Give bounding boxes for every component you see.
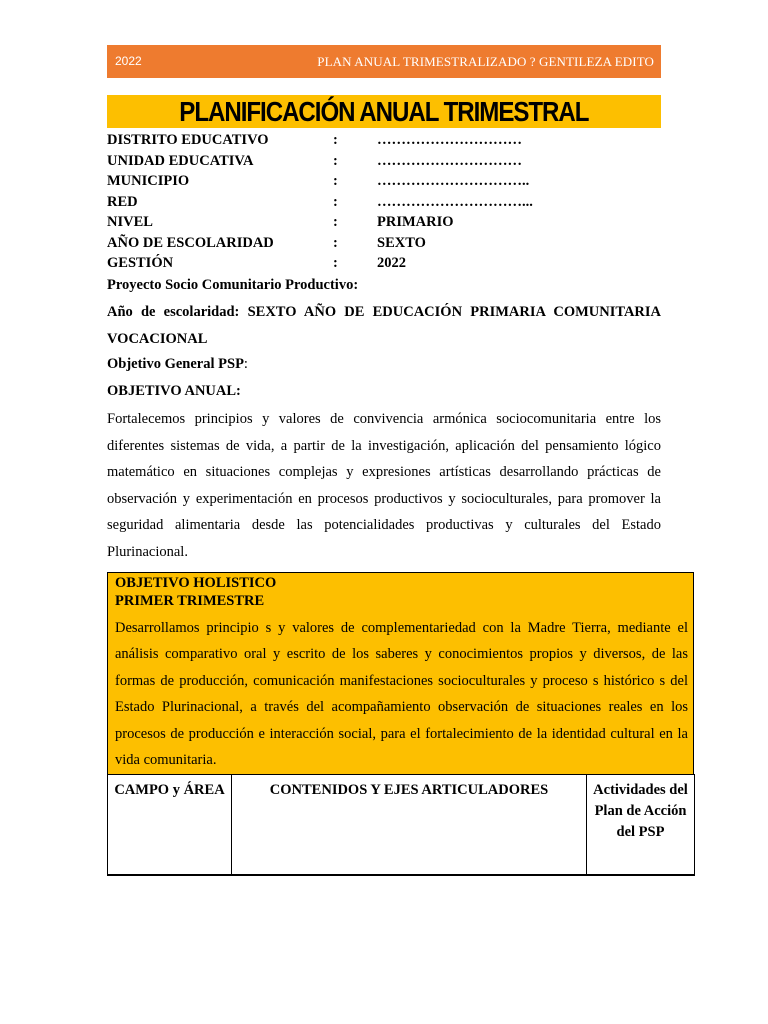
info-value: ………………………… (377, 132, 522, 148)
objetivo-anual-text: Fortalecemos principios y valores de convivencia armónica sociocomunitaria entre los diferentes sistemas de vida, a partir de la investigación, aplicación del pensamiento lógico matemático en situaciones complejas y expresiones artísticas desarrollando prácticas de observación y experimentación en procesos productivos y socioculturales, para promover la seguridad alimentaria desde las potencialidades productivas y culturales del Estado Plurinacional. (107, 411, 661, 560)
info-value: …………………………... (377, 193, 533, 210)
info-label: DISTRITO EDUCATIVO (107, 132, 269, 148)
info-colon: : (333, 152, 338, 169)
objetivo-anual-label: OBJETIVO ANUAL: (107, 383, 241, 399)
info-row-red (107, 194, 667, 215)
info-value: ………………………… (377, 152, 522, 169)
anio-label: Año de escolaridad: (107, 304, 240, 320)
info-section (107, 132, 667, 276)
info-colon: : (333, 173, 338, 189)
info-value: ………………………….. (377, 173, 530, 189)
info-colon: : (333, 193, 338, 210)
info-row-anio (107, 235, 667, 256)
header-title: PLAN ANUAL TRIMESTRALIZADO ? GENTILEZA EDITO (317, 54, 654, 69)
info-label: UNIDAD EDUCATIVA (107, 152, 254, 169)
holistico-heading: OBJETIVO HOLISTICO (115, 575, 277, 591)
objetivo-holistico-box (107, 572, 694, 774)
col-actividades: Actividades del Plan de Acción del PSP (587, 775, 695, 875)
info-row-unidad (107, 153, 667, 174)
holistico-headings (115, 574, 276, 610)
objetivo-general-psp (107, 351, 661, 378)
page-title: PLANIFICACIÓN ANUAL TRIMESTRAL (179, 96, 589, 127)
header-bar (107, 45, 661, 78)
holistico-text: Desarrollamos principio s y valores de complementariedad con la Madre Tierra, mediante el análisis comparativo oral y escrito de los saberes y conocimientos propios y diversos, de las formas de producción, comunicación manifestaciones socioculturales y proceso s histórico s del Estado Plurinacional, a través del acompañamiento observación de situaciones reales en los procesos de producción e interacción social, para el fortalecimiento de la identidad cultural en la vida comunitaria. (115, 620, 688, 769)
trimestre-heading: PRIMER TRIMESTRE (115, 593, 265, 609)
info-colon: : (333, 255, 338, 271)
info-row-nivel (107, 214, 667, 235)
info-colon: : (333, 132, 338, 148)
anio-escolaridad (107, 299, 661, 352)
table-header-row (108, 775, 695, 875)
objetivo-general-suffix: : (243, 356, 248, 372)
info-row-municipio (107, 173, 667, 194)
info-row-gestion (107, 255, 667, 276)
col-contenidos: CONTENIDOS Y EJES ARTICULADORES (232, 775, 587, 875)
info-value: SEXTO (377, 234, 426, 251)
info-colon: : (333, 214, 338, 230)
info-label: NIVEL (107, 214, 153, 230)
psp-label: Proyecto Socio Comunitario Productivo: (107, 277, 359, 293)
objetivo-general-label: Objetivo General PSP (107, 356, 244, 372)
info-label: GESTIÓN (107, 255, 174, 271)
info-value: PRIMARIO (377, 214, 454, 230)
info-value: 2022 (377, 255, 406, 271)
col-campo-area: CAMPO y ÁREA (108, 775, 232, 875)
title-banner (107, 95, 661, 128)
info-row-distrito (107, 132, 667, 153)
header-year: 2022 (115, 54, 142, 68)
info-label: RED (107, 193, 138, 210)
info-label: MUNICIPIO (107, 173, 190, 189)
info-colon: : (333, 234, 338, 251)
content-table (107, 774, 695, 876)
anio-value: SEXTO AÑO DE EDUCACIÓN PRIMARIA COMUNITARIA VOCACIONAL (107, 304, 662, 347)
info-label: AÑO DE ESCOLARIDAD (107, 234, 274, 251)
